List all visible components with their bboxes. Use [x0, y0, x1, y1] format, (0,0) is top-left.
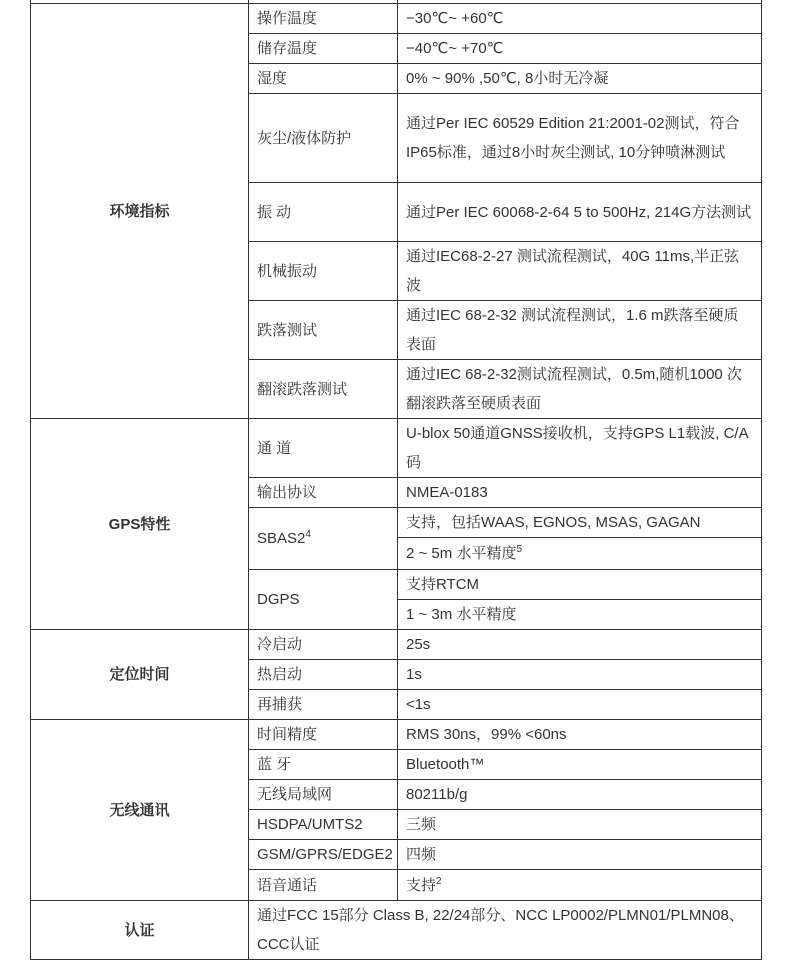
- row-name: 冷启动: [249, 630, 398, 660]
- row-name: 湿度: [249, 64, 398, 94]
- category-gps: GPS特性: [31, 419, 249, 630]
- row-value: RMS 30ns，99% <60ns: [398, 720, 762, 750]
- row-value: 通过Per IEC 60068-2-64 5 to 500Hz, 214G方法测试: [398, 183, 762, 242]
- table-row: [31, 419, 762, 478]
- row-value: 80211b/g: [398, 780, 762, 810]
- row-name: 时间精度: [249, 720, 398, 750]
- sbas-label: SBAS2: [257, 530, 306, 547]
- row-name: 振 动: [249, 183, 398, 242]
- row-value: 1 ~ 3m 水平精度: [398, 600, 762, 630]
- row-name: 操作温度: [249, 4, 398, 34]
- row-value: 支持，包括WAAS, EGNOS, MSAS, GAGAN: [398, 508, 762, 538]
- row-name-sbas: [249, 508, 398, 570]
- row-name: 热启动: [249, 660, 398, 690]
- table-row: [31, 901, 762, 960]
- row-value: 通过IEC 68-2-32 测试流程测试，1.6 m跌落至硬质表面: [398, 301, 762, 360]
- row-name: GSM/GPRS/EDGE2: [249, 840, 398, 870]
- row-name: 语音通话: [249, 870, 398, 901]
- spec-table: [30, 0, 762, 960]
- row-value: 1s: [398, 660, 762, 690]
- category-cert: 认证: [31, 901, 249, 960]
- row-name: 再捕获: [249, 690, 398, 720]
- row-value: −30℃~ +60℃: [398, 4, 762, 34]
- sbas-accuracy: 2 ~ 5m 水平精度: [406, 545, 517, 562]
- row-value: 通过IEC 68-2-32测试流程测试，0.5m,随机1000 次翻滚跌落至硬质表面: [398, 360, 762, 419]
- voice-footnote: 2: [436, 875, 442, 887]
- row-value: NMEA-0183: [398, 478, 762, 508]
- row-value: −40℃~ +70℃: [398, 34, 762, 64]
- row-value: 通过Per IEC 60529 Edition 21:2001-02测试，符合IP65标准，通过8小时灰尘测试, 10分钟喷淋测试: [398, 94, 762, 183]
- row-value: 通过IEC68-2-27 测试流程测试，40G 11ms,半正弦波: [398, 242, 762, 301]
- table-row: [31, 4, 762, 34]
- row-value-voice: [398, 870, 762, 901]
- row-value: Bluetooth™: [398, 750, 762, 780]
- sbas-accuracy-footnote: 5: [516, 544, 523, 555]
- row-name: 输出协议: [249, 478, 398, 508]
- row-name: 蓝 牙: [249, 750, 398, 780]
- row-value: 三频: [398, 810, 762, 840]
- row-value: 支持RTCM: [398, 570, 762, 600]
- sbas-footnote: 4: [305, 529, 311, 540]
- cert-value: 通过FCC 15部分 Class B, 22/24部分、NCC LP0002/PLMN01/PLMN08、CCC认证: [249, 901, 762, 960]
- row-name: 储存温度: [249, 34, 398, 64]
- table-row: [31, 630, 762, 660]
- category-env: 环境指标: [31, 4, 249, 419]
- row-name: HSDPA/UMTS2: [249, 810, 398, 840]
- row-value: 0% ~ 90% ,50℃, 8小时无冷凝: [398, 64, 762, 94]
- row-name: 通 道: [249, 419, 398, 478]
- row-name: 无线局域网: [249, 780, 398, 810]
- row-value: <1s: [398, 690, 762, 720]
- row-value: 四频: [398, 840, 762, 870]
- row-name: 机械振动: [249, 242, 398, 301]
- row-name: 跌落测试: [249, 301, 398, 360]
- table-row: [31, 720, 762, 750]
- row-value-sbas-accuracy: [398, 538, 762, 570]
- row-value: U-blox 50通道GNSS接收机，支持GPS L1载波, C/A码: [398, 419, 762, 478]
- category-wireless: 无线通讯: [31, 720, 249, 901]
- row-name: 翻滚跌落测试: [249, 360, 398, 419]
- row-name: 灰尘/液体防护: [249, 94, 398, 183]
- row-value: 25s: [398, 630, 762, 660]
- category-positioning: 定位时间: [31, 630, 249, 720]
- row-name: DGPS: [249, 570, 398, 630]
- voice-value: 支持: [406, 876, 437, 894]
